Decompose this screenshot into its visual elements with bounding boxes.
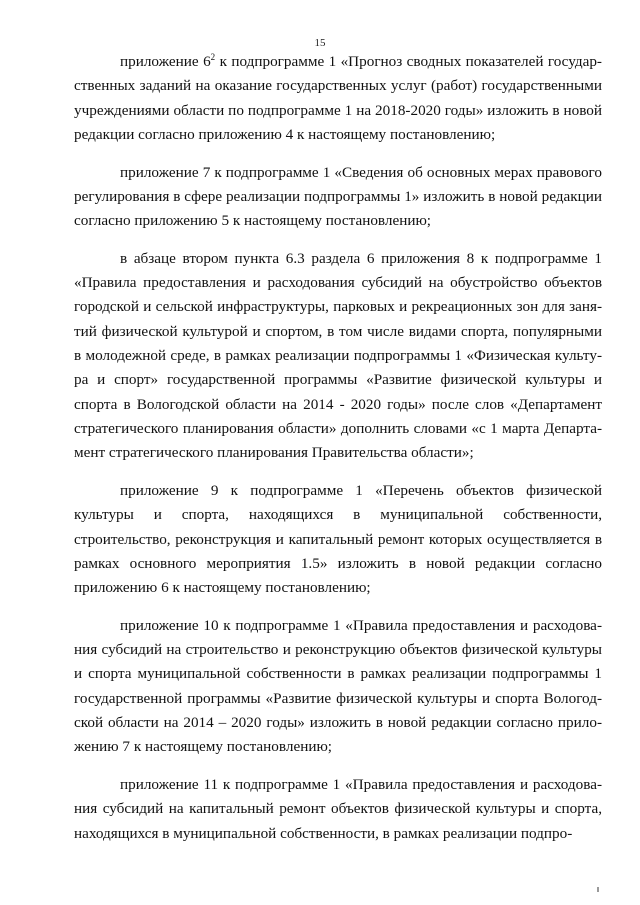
scan-mark <box>597 887 599 892</box>
paragraph-text: приложение 6 <box>120 53 211 70</box>
paragraph-appendix-9: приложение 9 к подпрограмме 1 «Перечень объектов физической культуры и спорта, находящихся в муниципальной собственности, строительство, реконструкция и капитальный ремонт которых осуществляется в рамках основного мероприятия 1.5» изложить в новой редакции согласно приложению 6 к настоящему постановлению; <box>74 481 602 597</box>
paragraph-appendix-7: приложение 7 к подпрограмме 1 «Сведения об основных мерах правового регулирования в сфере реализации подпрограммы 1» изложить в новой редакции согласно приложению 5 к настоящему постановлению; <box>74 163 602 230</box>
document-body <box>74 50 602 859</box>
paragraph-appendix-6-2 <box>74 50 602 147</box>
paragraph-appendix-8: в абзаце втором пункта 6.3 раздела 6 приложения 8 к подпрограмме 1 «Правила предоставления и расходования субсидий на обустройство объектов городской и сельской инфраструктуры, парковых и рекреационных зон для занятий физической культурой и спортом, в том числе видами спорта, популярными в молодежной среде, в рамках реализации подпрограммы 1 «Физическая культура и спорт» государственной программы «Развитие физической культуры и спорта в Вологодской области на 2014 - 2020 годы» после слов «Департамент стратегического планирования области» дополнить словами «с 1 марта Департамент стратегического планирования Правительства области»; <box>74 249 602 462</box>
page-number: 15 <box>314 37 326 49</box>
paragraph-text: к подпрограмме 1 «Прогноз сводных показателей государственных заданий на оказание государственных услуг (работ) государственными учреждениями области по подпрограмме 1 на 2018-2020 годы» изложить в новой редакции согласно приложению 4 к настоящему постановлению; <box>74 53 602 143</box>
superscript: 2 <box>210 51 216 62</box>
paragraph-appendix-11: приложение 11 к подпрограмме 1 «Правила предоставления и расходования субсидий на капитальный ремонт объектов физической культуры и спорта, находящихся в муниципальной собственности, в рамках реализации подпро- <box>74 775 602 842</box>
paragraph-appendix-10: приложение 10 к подпрограмме 1 «Правила предоставления и расходования субсидий на строительство и реконструкцию объектов физической культуры и спорта муниципальной собственности в рамках реализации подпрограммы 1 государственной программы «Развитие физической культуры и спорта Вологодской области на 2014 – 2020 годы» изложить в новой редакции согласно приложению 7 к настоящему постановлению; <box>74 616 602 756</box>
